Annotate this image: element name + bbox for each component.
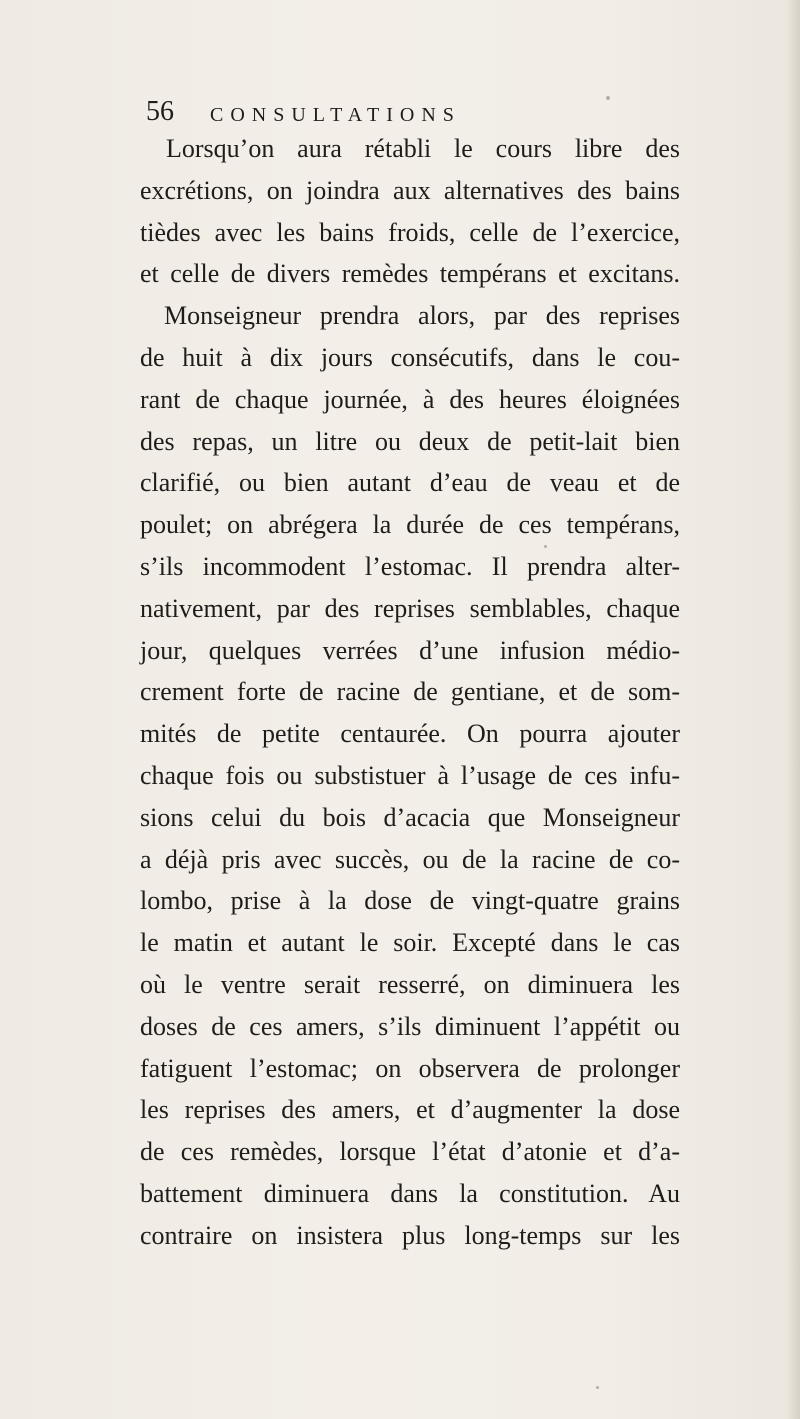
- text-line: nativement, par des reprises semblables, chaque: [140, 593, 680, 623]
- text-line: Lorsqu’on aura rétabli le cours libre des: [166, 134, 680, 163]
- text-line: les reprises des amers, et d’augmenter la dose: [140, 1095, 680, 1125]
- text-line: de ces remèdes, lorsque l’état d’atonie et d’a-: [140, 1137, 680, 1167]
- text-line: tièdes avec les bains froids, celle de l’exercice,: [140, 217, 680, 247]
- text-line: fatiguent l’estomac; on observera de prolonger: [140, 1053, 680, 1083]
- page-number: 56: [146, 96, 174, 127]
- text-line: chaque fois ou substistuer à l’usage de ces infu-: [140, 760, 680, 790]
- text-line: où le ventre serait resserré, on diminuera les: [140, 969, 680, 999]
- running-title: CONSULTATIONS: [210, 104, 461, 126]
- text-line: battement diminuera dans la constitution. Au: [140, 1178, 680, 1208]
- text-line: rant de chaque journée, à des heures éloignées: [140, 384, 680, 414]
- text-line: le matin et autant le soir. Excepté dans le cas: [140, 928, 680, 958]
- text-line: des repas, un litre ou deux de petit-lait bien: [140, 426, 680, 456]
- text-line: poulet; on abrégera la durée de ces tempérans,: [140, 510, 680, 540]
- text-line: sions celui du bois d’acacia que Monseigneur: [140, 802, 680, 832]
- text-line: de huit à dix jours consécutifs, dans le cou-: [140, 342, 680, 372]
- text-line: et celle de divers remèdes tempérans et excitans.: [140, 259, 680, 289]
- text-line: lombo, prise à la dose de vingt-quatre grains: [140, 886, 680, 916]
- text-line: excrétions, on joindra aux alternatives des bains: [140, 175, 680, 205]
- text-line: jour, quelques verrées d’une infusion médio-: [140, 635, 680, 665]
- text-line: contraire on insistera plus long-temps sur les: [140, 1220, 680, 1250]
- text-line: s’ils incommodent l’estomac. Il prendra alter-: [140, 551, 680, 581]
- ink-speck: [596, 1386, 599, 1389]
- body-paragraphs: [140, 128, 680, 1257]
- text-line: clarifié, ou bien autant d’eau de veau et de: [140, 468, 680, 498]
- text-line: crement forte de racine de gentiane, et de som-: [140, 677, 680, 707]
- text-line: a déjà pris avec succès, ou de la racine de co-: [140, 844, 680, 874]
- text-line: doses de ces amers, s’ils diminuent l’appétit ou: [140, 1011, 680, 1041]
- page-edge-shadow: [786, 0, 800, 1419]
- text-line: Monseigneur prendra alors, par des reprises: [164, 301, 680, 331]
- text-line: mités de petite centaurée. On pourra ajouter: [140, 719, 680, 749]
